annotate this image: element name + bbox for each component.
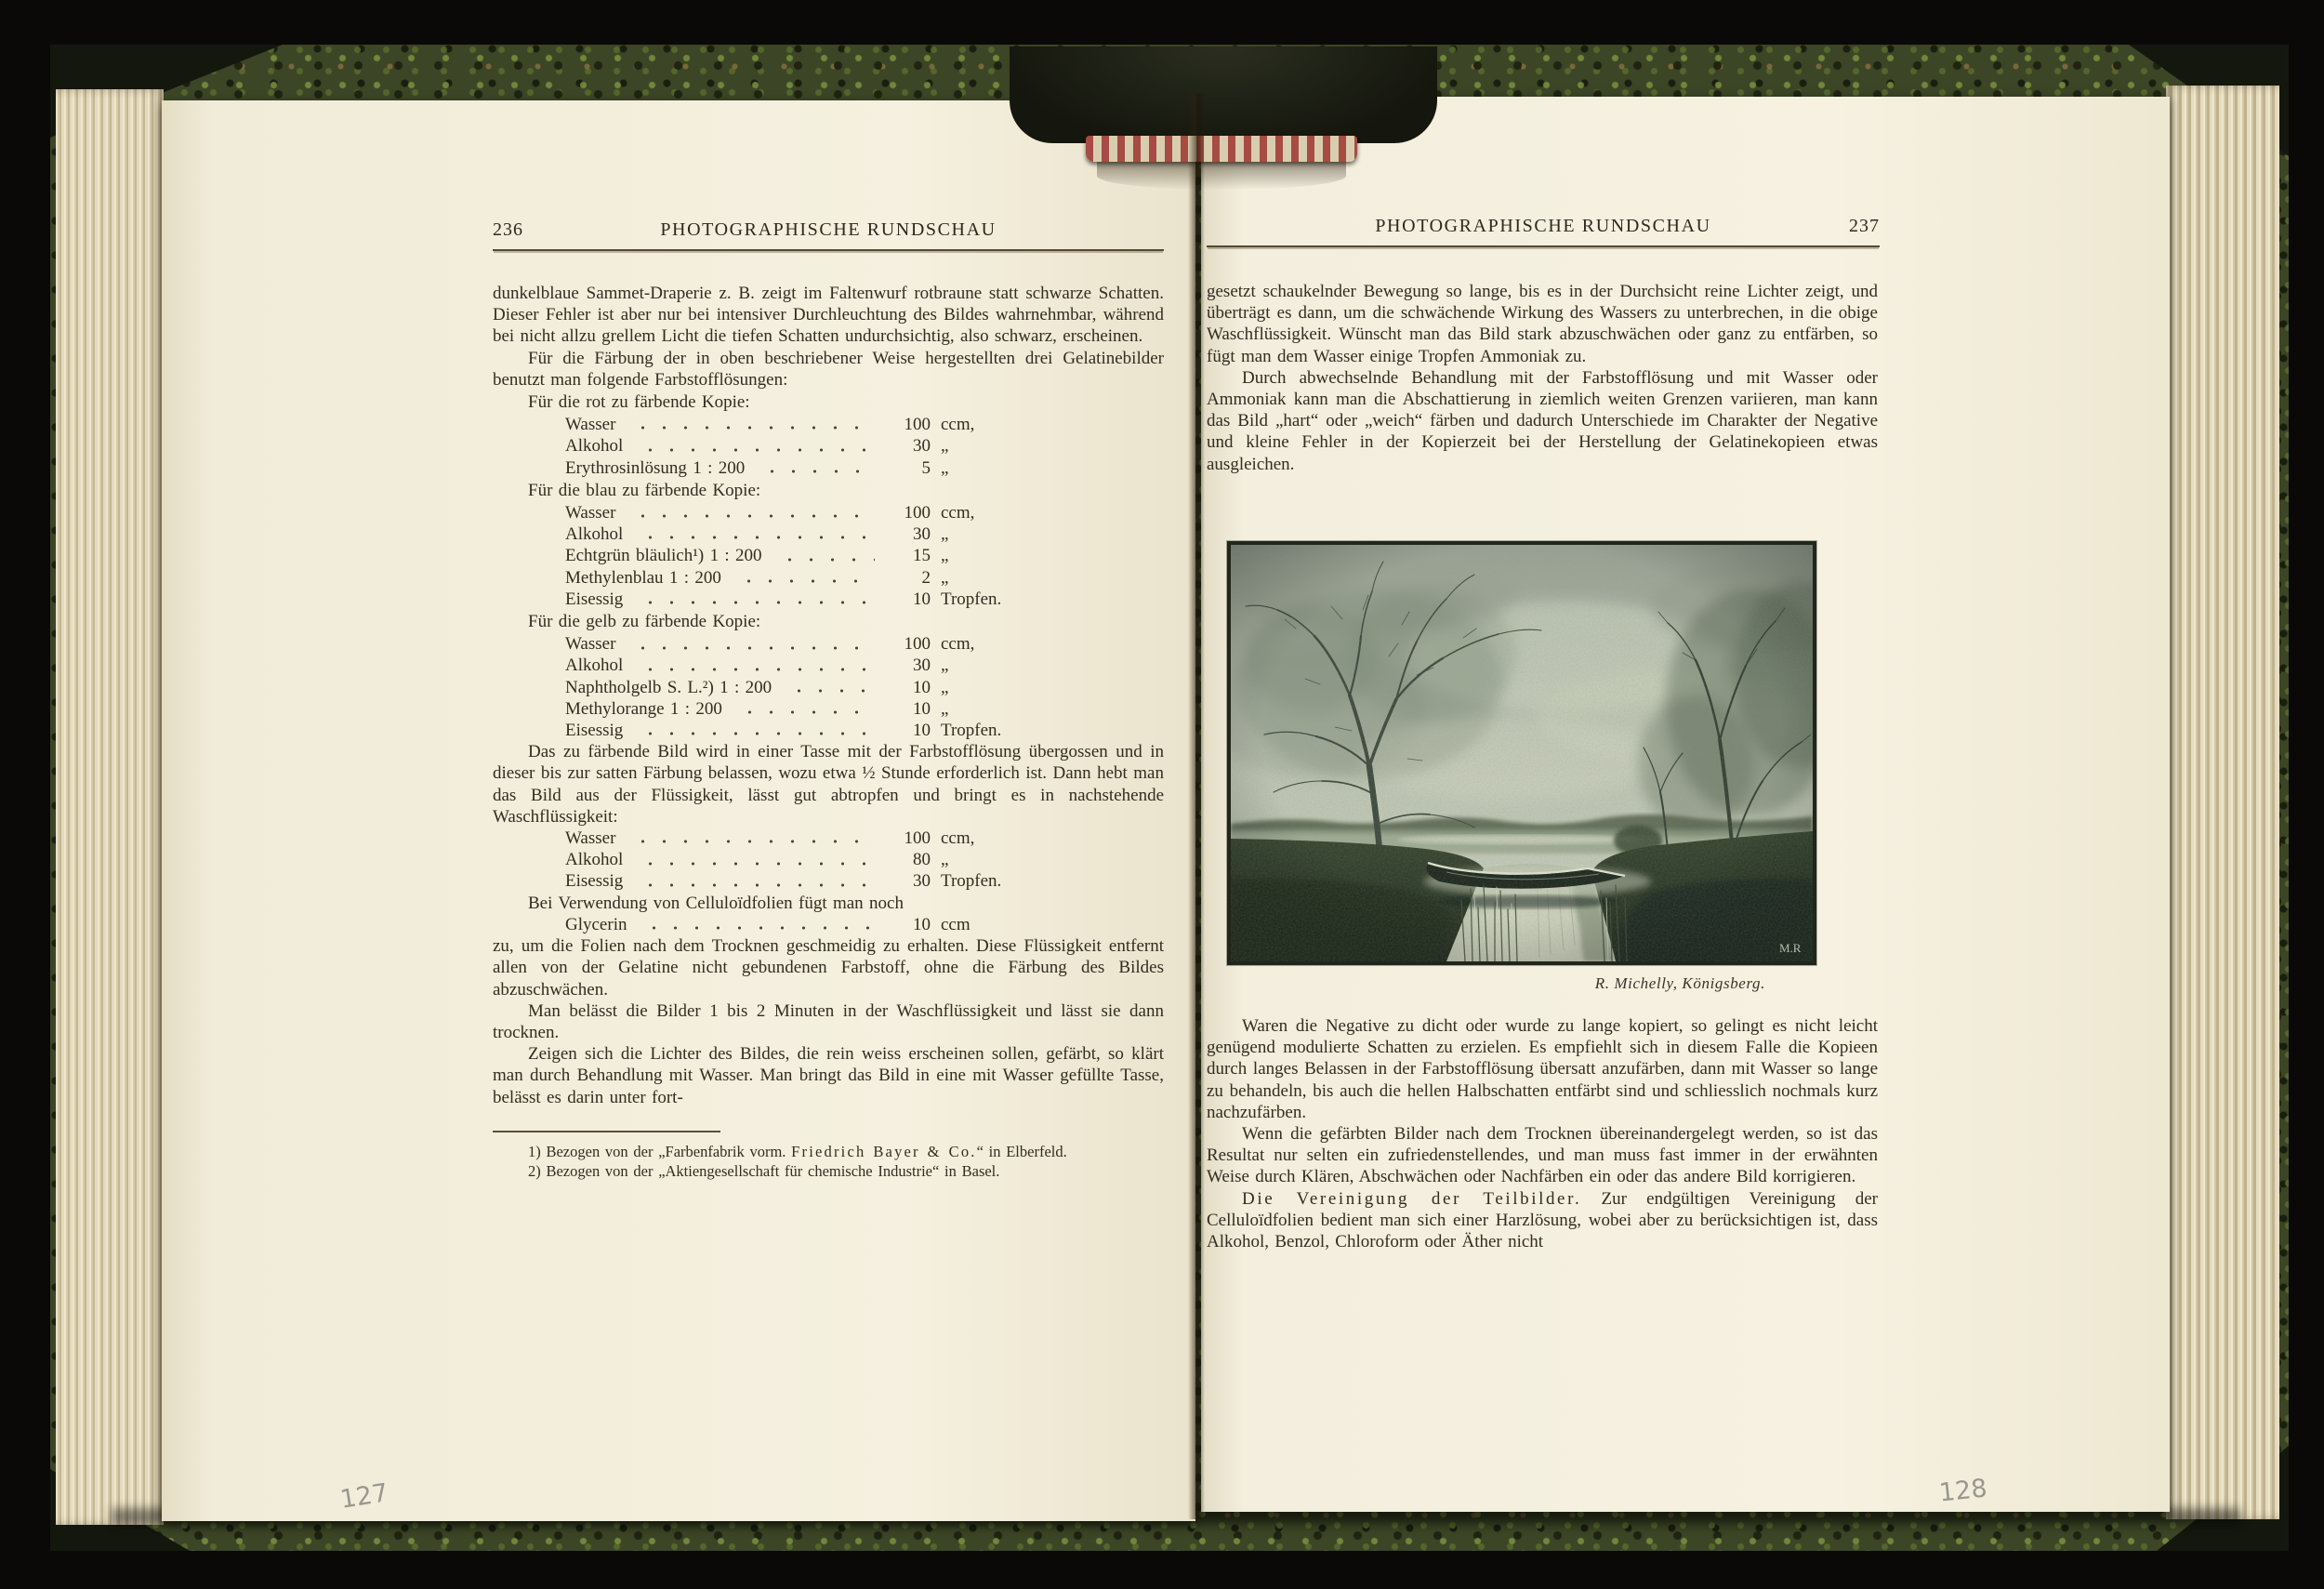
glycerin-rows [493,914,1164,935]
footnote-rule [493,1131,720,1132]
recipe-row [565,633,1037,655]
dot-leader [638,723,875,741]
ingredient-unit: ccm, [941,503,975,523]
wash-recipe-rows [493,828,1164,893]
ingredient-name: Alkohol [565,850,624,870]
dot-leader [759,461,875,479]
ingredient-unit: ccm, [941,828,975,849]
ingredient-unit: Tropfen. [941,589,1002,609]
ingredient-amount: 15 [913,546,931,566]
dot-leader [737,702,875,720]
ingredient-name: Eisessig [565,589,624,609]
paragraph-waren: Waren die Negative zu dicht oder wurde zu lange kopiert, so gelingt es nicht leicht genügend modulierte Schatten zu erzielen. Es empfiehlt sich in diesem Falle die Kopieen durch langes Belassen in der Farbstofflösung übersatt anzufärben, dann mit Wasser so lange zu behandeln, bis auch die hellen Halbschatten entfärbt sind und schliesslich nochmals kurz nachzufärben. [1207,1016,1878,1122]
dot-leader [638,592,875,610]
paragraph-vereinigung [1207,1188,1878,1253]
recipe-row [565,502,1037,523]
paragraph-faerbung: Für die Färbung der in oben beschriebener Weise hergestellten drei Gelatinebilder benutzt man folgende Farbstofflösungen: [493,348,1164,390]
dot-leader [641,918,875,935]
ingredient-unit: „ [941,567,949,588]
paragraph-intro: dunkelblaue Sammet-Draperie z. B. zeigt im Faltenwurf rotbraune statt schwarze Schatten. Dieser Fehler ist aber nur bei intensiver Durchleuchtung des Bildes wahrnehmbar, während bei nicht allzu grellem Licht die tiefen Schatten undurchsichtig, also schwarz, erscheinen. [493,284,1164,347]
ingredient-unit: Tropfen. [941,871,1002,892]
ingredient-name: Erythrosinlösung 1 : 200 [565,457,746,478]
dot-leader [638,527,875,545]
ingredient-unit: „ [941,436,949,457]
right-page [1201,97,2170,1512]
ingredient-name: Wasser [565,415,616,435]
ingredient-amount: 5 [921,457,931,478]
ingredient-amount: 10 [913,914,931,934]
paragraph-vereinigung-rest: Zur endgültigen Vereinigung der Celluloïdfolien bedient man sich einer Harzlösung, wobei aber zu berücksichtigen ist, dass Alkohol, Benzol, Chloroform oder Äther nicht [1207,1188,1878,1252]
ingredient-amount: 100 [904,828,931,849]
recipe-row [565,414,1037,435]
left-page-body [493,283,1164,1182]
ingredient-name: Methylorange 1 : 200 [565,698,722,719]
ingredient-unit: „ [941,698,949,719]
ingredient-name: Methylenblau 1 : 200 [565,567,721,588]
ingredient-name: Wasser [565,828,616,849]
dot-leader [736,571,875,589]
right-page-header [1207,216,1880,247]
recipe-row [565,589,1037,610]
dye-recipes [493,391,1164,741]
gutter-shadow [1188,93,1205,1519]
ingredient-amount: 100 [904,503,931,523]
ingredient-amount: 10 [913,698,931,719]
leather-spine-cap [1010,46,1437,143]
ingredient-name: Alkohol [565,524,624,545]
page-edges-right [2166,86,2279,1519]
footnote-1-spaced: Friedrich Bayer & Co. [791,1142,977,1160]
recipe-heading: Für die gelb zu färbende Kopie: [528,612,761,632]
paragraph-belaesst: Man belässt die Bilder 1 bis 2 Minuten in der Waschflüssigkeit und lässt sie dann trocknen. [493,1000,1164,1042]
footnote-2: 2) Bezogen von der „Aktiengesellschaft für chemische Industrie“ in Basel. [528,1162,1000,1181]
left-page [162,100,1195,1521]
paragraph-gesetzt: gesetzt schaukelnder Bewegung so lange, bis es in der Durchsicht reine Lichter zeigt, und überträgt es dann, um die schwächende Wirkung des Wassers zu unterbrechen, in die obige Waschflüssigkeit. Wünscht man das Bild stark abzuschwächen oder ganz zu entfärben, so fügt man dem Wasser einige Tropfen Ammoniak zu. [1207,282,1878,366]
footnotes [493,1142,1164,1182]
recipe-rows [493,633,1164,741]
ingredient-amount: 80 [913,850,931,870]
dot-leader [630,506,875,523]
ingredient-amount: 10 [913,589,931,609]
ingredient-unit: „ [941,457,949,478]
recipe-section [493,391,1164,479]
recipe-rows [493,414,1164,479]
recipe-section [493,611,1164,741]
paragraph-tasse: Das zu färbende Bild wird in einer Tasse mit der Farbstofflösung übergossen und in dieser bis zur satten Färbung belassen, wozu etwa ½ Stunde erforderlich ist. Dann hebt man das Bild aus der Flüssigkeit, lässt gut abtropfen und bringt es in nachstehende Waschflüssigkeit: [493,742,1164,827]
paragraph-durch: Durch abwechselnde Behandlung mit der Farbstofflösung und mit Wasser oder Ammoniak kann man die Abschattierung in ziemlich weiten Grenzen variieren, man kann das Bild „hart“ oder „weich“ färben und dadurch Unterschiede im Charakter der Negative und kleine Fehler in der Kopierzeit bei der Herstellung der Gelatinekopieen etwas ausgleichen. [1207,367,1878,474]
ingredient-name: Glycerin [565,914,627,934]
recipe-row [565,870,1037,892]
right-page-body-top [1207,281,1878,475]
dot-leader [638,659,875,677]
recipe-heading: Für die rot zu färbende Kopie: [528,392,750,413]
page-number: 237 [1849,216,1880,236]
ingredient-name: Alkohol [565,655,624,676]
ingredient-unit: „ [941,655,949,676]
dot-leader [638,875,875,893]
ingredient-unit: ccm, [941,415,975,435]
recipe-row [565,435,1037,457]
ingredient-unit: ccm, [941,634,975,655]
ingredient-name: Eisessig [565,871,624,892]
journal-title: PHOTOGRAPHISCHE RUNDSCHAU [660,219,997,240]
recipe-row [565,849,1037,870]
ingredient-unit: „ [941,546,949,566]
ingredient-amount: 30 [913,871,931,892]
paragraph-zeigen: Zeigen sich die Lichter des Bildes, die rein weiss erscheinen sollen, gefärbt, so klärt man durch Behandlung mit Wasser. Man bringt das Bild in eine mit Wasser gefüllte Tasse, belässt es darin unter fort- [493,1044,1164,1107]
pencil-page-number-left: 127 [337,1478,390,1515]
recipe-row [565,655,1037,676]
ingredient-amount: 30 [913,524,931,545]
landscape-photo [1231,545,1813,961]
ingredient-amount: 10 [913,721,931,741]
recipe-row [565,457,1037,479]
ingredient-unit: „ [941,677,949,697]
dot-leader [638,853,875,870]
ingredient-amount: 30 [913,436,931,457]
ingredient-name: Alkohol [565,436,624,457]
right-page-body-bottom [1207,1015,1878,1252]
recipe-heading: Für die blau zu färbende Kopie: [528,480,761,500]
footnote-1 [493,1142,1164,1162]
ingredient-name: Wasser [565,503,616,523]
photo-grain [1231,545,1813,961]
left-page-header [493,219,1164,251]
recipe-row [565,828,1037,849]
ingredient-unit: ccm [941,914,971,934]
recipe-row [565,698,1037,720]
ingredient-amount: 2 [921,567,931,588]
photo-signature: M.R [1779,941,1802,955]
ingredient-amount: 10 [913,677,931,697]
dot-leader [630,417,875,435]
dot-leader [786,681,875,698]
dot-leader [777,550,875,567]
recipe-rows [493,502,1164,610]
spine-headband [1086,136,1357,162]
recipe-row [565,720,1037,741]
pencil-page-number-right: 128 [1937,1474,1989,1508]
recipe-row [565,545,1037,566]
paragraph-zu: zu, um die Folien nach dem Trocknen geschmeidig zu erhalten. Diese Flüssigkeit entfernt allen von der Gelatine nicht gebundenen Farbstoff, ohne die Färbung des Bildes abzuschwächen. [493,936,1164,1000]
ingredient-name: Wasser [565,634,616,655]
recipe-row [565,914,1037,935]
ingredient-name: Naphtholgelb S. L.²) 1 : 200 [565,677,772,697]
recipe-section [493,480,1164,610]
paragraph-vereinigung-spaced: Die Vereinigung der Teilbilder. [1242,1188,1582,1209]
recipe-row [565,523,1037,545]
ingredient-unit: „ [941,850,949,870]
line-celluloid: Bei Verwendung von Celluloïdfolien fügt man noch [528,893,904,913]
page-number: 236 [493,219,523,240]
paragraph-wenn: Wenn die gefärbten Bilder nach dem Trocknen übereinandergelegt werden, so ist das Resultat nur selten ein zufriedenstellendes, und man muss fast immer in der erwähnten Weise durch Klären, Abschwächen oder Nachfärben ein oder das andere Bild korrigieren. [1207,1124,1878,1187]
footnote-1-post: “ in Elberfeld. [976,1142,1067,1160]
photo-caption: R. Michelly, Königsberg. [1594,974,1765,992]
recipe-row [565,567,1037,589]
dot-leader [638,440,875,457]
journal-title: PHOTOGRAPHISCHE RUNDSCHAU [1375,216,1711,236]
ingredient-amount: 30 [913,655,931,676]
ingredient-name: Echtgrün bläulich¹) 1 : 200 [565,546,762,566]
footnote-1-pre: 1) Bezogen von der „Farbenfabrik vorm. [528,1142,792,1160]
page-edges-left [56,89,164,1525]
dot-leader [630,637,875,655]
recipe-row [565,677,1037,698]
ingredient-amount: 100 [904,415,931,435]
ingredient-unit: „ [941,524,949,545]
photo-figure [1227,541,1816,965]
dot-leader [630,831,875,849]
spine-gutter-shading [1097,162,1346,190]
ingredient-unit: Tropfen. [941,721,1002,741]
ingredient-amount: 100 [904,634,931,655]
ingredient-name: Eisessig [565,721,624,741]
